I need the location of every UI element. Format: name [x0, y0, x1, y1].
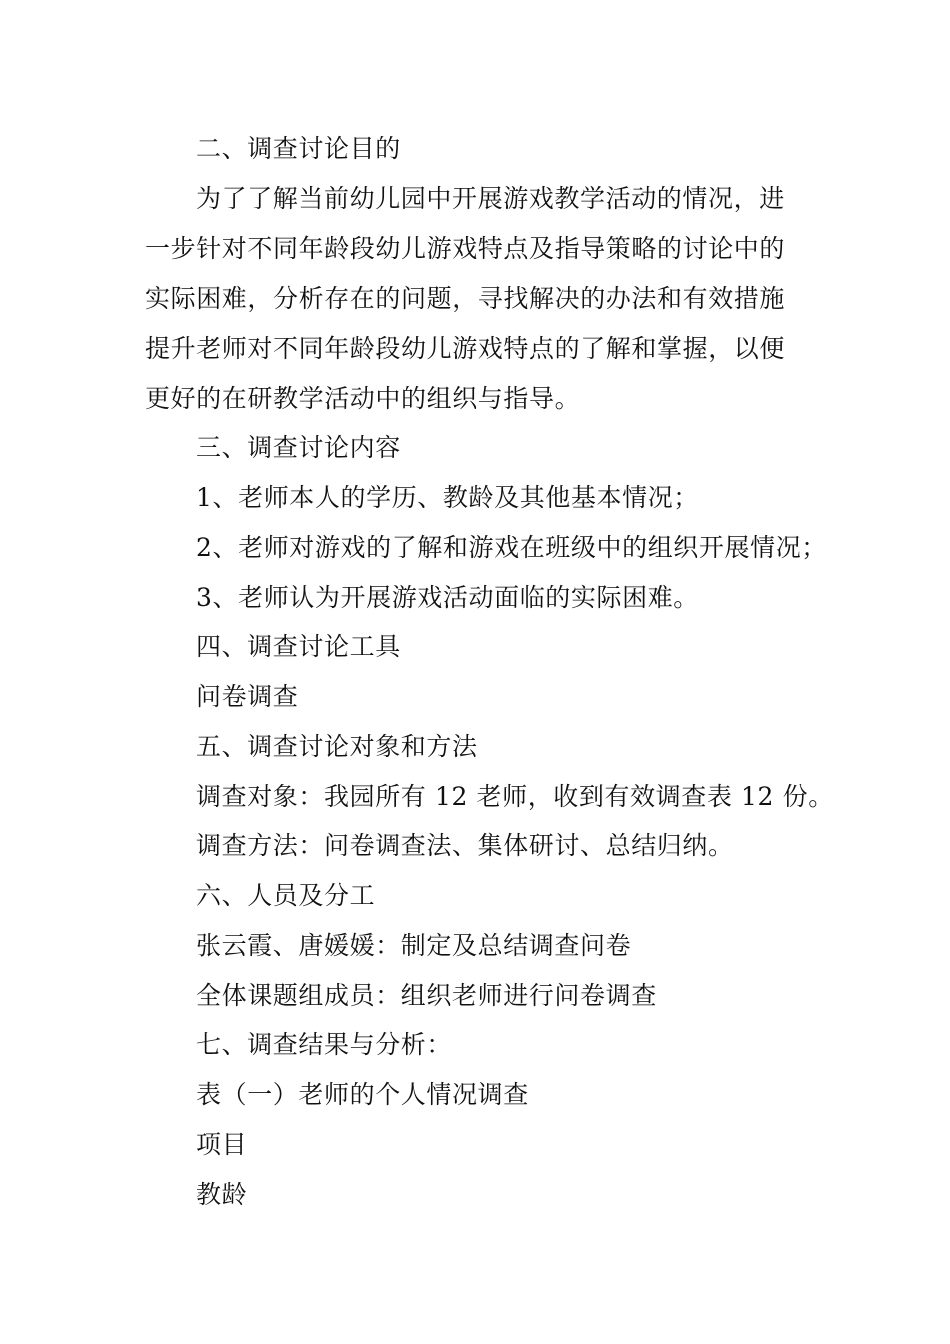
subjects-text: 调查对象：我园所有 12 老师，收到有效调查表 12 份。 — [196, 782, 834, 811]
section-heading-content: 三、调查讨论内容 — [196, 433, 401, 462]
section-heading-staff: 六、人员及分工 — [196, 881, 376, 910]
content-list-item: 2、老师对游戏的了解和游戏在班级中的组织开展情况； — [196, 533, 827, 562]
tools-text: 问卷调查 — [196, 682, 299, 711]
purpose-paragraph-line: 更好的在研教学活动中的组织与指导。 — [145, 384, 581, 413]
table-cell: 教龄 — [196, 1180, 248, 1209]
staff-role-line: 全体课题组成员：组织老师进行问卷调查 — [196, 981, 657, 1010]
staff-role-line: 张云霞、唐媛媛：制定及总结调查问卷 — [196, 931, 632, 960]
purpose-paragraph-line: 一步针对不同年龄段幼儿游戏特点及指导策略的讨论中的 — [145, 234, 786, 263]
table-cell: 项目 — [196, 1130, 248, 1159]
purpose-paragraph-line: 为了了解当前幼儿园中开展游戏教学活动的情况，进 — [196, 184, 785, 213]
table-caption: 表（一）老师的个人情况调查 — [196, 1080, 529, 1109]
content-list-item: 1、老师本人的学历、教龄及其他基本情况； — [196, 483, 699, 512]
purpose-paragraph-line: 提升老师对不同年龄段幼儿游戏特点的了解和掌握，以便 — [145, 334, 786, 363]
section-heading-purpose: 二、调查讨论目的 — [196, 134, 401, 163]
section-heading-results: 七、调查结果与分析： — [196, 1030, 453, 1059]
methods-text: 调查方法：问卷调查法、集体研讨、总结归纳。 — [196, 831, 734, 860]
section-heading-tools: 四、调查讨论工具 — [196, 632, 401, 661]
section-heading-subjects-methods: 五、调查讨论对象和方法 — [196, 732, 478, 761]
purpose-paragraph-line: 实际困难，分析存在的问题，寻找解决的办法和有效措施 — [145, 284, 786, 313]
content-list-item: 3、老师认为开展游戏活动面临的实际困难。 — [196, 583, 699, 612]
